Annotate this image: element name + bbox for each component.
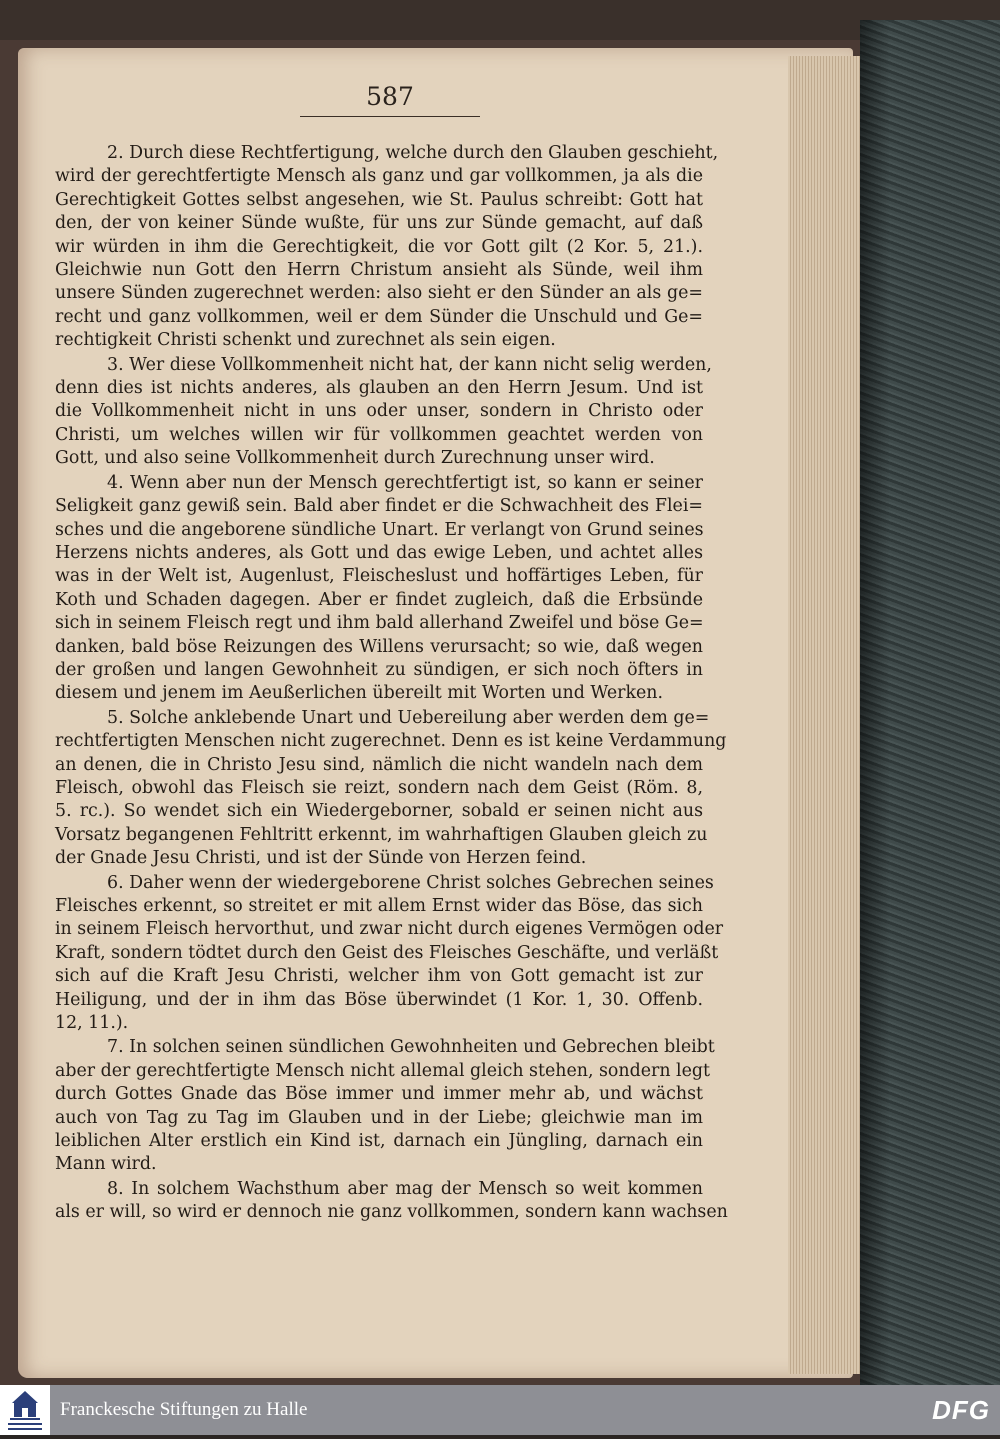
text-line: Herzens nichts anderes, als Gott und das ewige Leben, und achtet alles (55, 542, 703, 563)
text-line: Heiligung, und der in ihm das Böse überwindet (1 Kor. 1, 30. Offenb. (55, 989, 703, 1010)
text-line: Mann wird. (55, 1154, 157, 1175)
text-line: rechtfertigten Menschen nicht zugerechnet. Denn es ist keine Verdammung (55, 731, 727, 752)
text-line: 6. Daher wenn der wiedergeborene Christ solches Gebrechen seines (107, 872, 714, 893)
text-line: 12, 11.). (55, 1013, 129, 1034)
text-line: die Vollkommenheit nicht in uns oder unser, sondern in Christo oder (55, 401, 703, 422)
institution-link[interactable]: Franckesche Stiftungen zu Halle (60, 1399, 308, 1420)
text-line: sich in seinem Fleisch regt und ihm bald allerhand Zweifel und böse Ge= (55, 613, 704, 634)
paragraph (55, 142, 719, 353)
body-text (55, 142, 728, 1226)
text-line: Kraft, sondern tödtet durch den Geist des Fleisches Geschäfte, und verläßt (55, 942, 719, 963)
building-icon (0, 1385, 50, 1435)
text-line: Fleisches erkennt, so streitet er mit allem Ernst wider das Böse, das sich (55, 896, 703, 916)
text-line: 5. rc.). So wendet sich ein Wiedergeborner, sobald er seinen nicht aus (55, 801, 703, 822)
text-line: denn dies ist nichts anderes, als glauben an den Herrn Jesum. Und ist (55, 378, 703, 399)
page-edges (788, 56, 862, 1374)
paragraph (55, 1178, 728, 1225)
paragraph (55, 1036, 715, 1176)
text-line: Christi, um welches willen wir für vollkommen geachtet werden von (55, 424, 703, 445)
text-line: an denen, die in Christo Jesu sind, nämlich die nicht wandeln nach dem (55, 754, 703, 775)
text-line: Koth und Schaden dagegen. Aber er findet zugleich, daß die Erbsünde (55, 589, 703, 610)
paragraph (55, 707, 727, 871)
text-line: der Gnade Jesu Christi, und ist der Sünde von Herzen feind. (55, 848, 587, 869)
text-line: danken, bald böse Reizungen des Willens verursacht; so wie, daß wegen (55, 636, 703, 657)
spine-shadow (860, 20, 890, 1385)
text-line: den, der von keiner Sünde wußte, für uns zur Sünde gemacht, auf daß (55, 213, 703, 234)
text-line: Fleisch, obwohl das Fleisch sie reizt, sondern nach dem Geist (Röm. 8, (55, 777, 703, 798)
text-line: diesem und jenem im Aeußerlichen übereilt mit Worten und Werken. (55, 683, 664, 704)
text-line: wir würden in ihm die Gerechtigkeit, die vor Gott gilt (2 Kor. 5, 21.). (55, 236, 703, 257)
footer-bar (0, 1385, 1000, 1435)
text-line: Gleichwie nun Gott den Herrn Christum ansieht als Sünde, weil ihm (55, 260, 703, 281)
text-line: 2. Durch diese Rechtfertigung, welche durch den Glauben geschieht, (107, 143, 719, 163)
text-line: 7. In solchen seinen sündlichen Gewohnheiten und Gebrechen bleibt (107, 1037, 715, 1058)
header-rule (300, 116, 480, 117)
text-line: durch Gottes Gnade das Böse immer und immer mehr ab, und wächst (55, 1084, 703, 1105)
text-line: auch von Tag zu Tag im Glauben und in der Liebe; gleichwie man im (55, 1107, 703, 1128)
text-line: Vorsatz begangenen Fehltritt erkennt, im wahrhaftigen Glauben gleich zu (55, 824, 708, 845)
text-line: 5. Solche anklebende Unart und Uebereilung aber werden dem ge= (107, 707, 710, 728)
text-line: leiblichen Alter erstlich ein Kind ist, darnach ein Jüngling, darnach ein (55, 1131, 703, 1152)
text-line: unsere Sünden zugerechnet werden: also sieht er den Sünder an als ge= (55, 283, 703, 304)
text-line: Gerechtigkeit Gottes selbst angesehen, wie St. Paulus schreibt: Gott hat (55, 189, 703, 210)
text-line: als er will, so wird er dennoch nie ganz vollkommen, sondern kann wachsen (55, 1202, 728, 1223)
dfg-logo: DFG (932, 1395, 990, 1425)
page-number: 587 (366, 82, 414, 111)
text-line: wird der gerechtfertigte Mensch als ganz und gar vollkommen, ja als die (55, 166, 703, 187)
text-line: sches und die angeborene sündliche Unart. Er verlangt von Grund seines (55, 519, 704, 540)
text-line: 3. Wer diese Vollkommenheit nicht hat, der kann nicht selig werden, (107, 354, 712, 375)
text-line: 8. In solchem Wachsthum aber mag der Mensch so weit kommen (107, 1178, 703, 1199)
text-line: in seinem Fleisch hervorthut, und zwar nicht durch eigenes Vermögen oder (55, 919, 724, 940)
paragraph (55, 472, 703, 706)
text-line: aber der gerechtfertigte Mensch nicht allemal gleich stehen, sondern legt (55, 1060, 711, 1081)
text-line: sich auf die Kraft Jesu Christi, welcher ihm von Gott gemacht ist zur (55, 966, 703, 987)
text-line: rechtigkeit Christi schenkt und zurechnet als sein eigen. (55, 330, 556, 351)
text-line: recht und ganz vollkommen, weil er dem Sünder die Unschuld und Ge= (55, 306, 703, 327)
text-line: Seligkeit ganz gewiß sein. Bald aber findet er die Schwachheit des Flei= (55, 496, 703, 517)
text-line: 4. Wenn aber nun der Mensch gerechtfertigt ist, so kann er seiner (107, 472, 703, 493)
paragraph (55, 354, 712, 471)
text-line: der großen und langen Gewohnheit zu sündigen, er sich noch öfters in (55, 659, 703, 680)
institution-logo (0, 1385, 50, 1435)
text-line: was in der Welt ist, Augenlust, Fleischeslust und hoffärtiges Leben, für (55, 566, 703, 587)
paragraph (55, 872, 724, 1036)
text-line: Gott, und also seine Vollkommenheit durch Zurechnung unser wird. (55, 448, 655, 469)
